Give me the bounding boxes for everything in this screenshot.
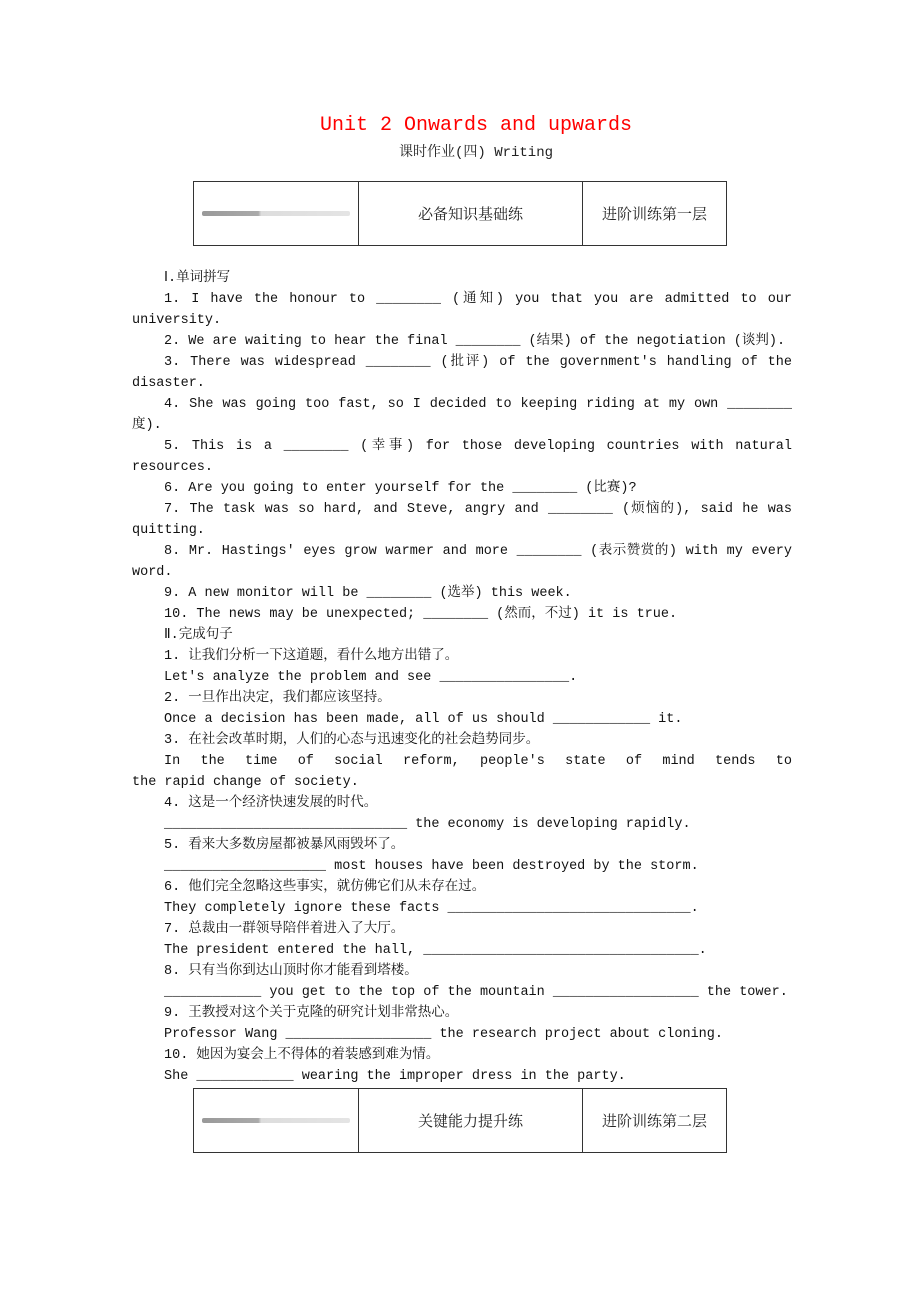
text-line: 9. A new monitor will be ________ (选举) this week. bbox=[164, 586, 572, 601]
text-line: 2. 一旦作出决定，我们都应该坚持。 bbox=[164, 691, 391, 706]
lesson-subtitle: 课时作业(四) Writing bbox=[398, 145, 553, 161]
text-line: 3. There was widespread ________ (批评) of the government's handling of the bbox=[164, 355, 792, 370]
text-line: 3. 在社会改革时期，人们的心态与迅速变化的社会趋势同步。 bbox=[164, 733, 540, 748]
text-line: resources. bbox=[132, 460, 214, 475]
unit-title: Unit 2 Onwards and upwards bbox=[319, 114, 633, 137]
text-line: 度). bbox=[132, 418, 162, 433]
text-line: 8. Mr. Hastings' eyes grow warmer and more ________ (表示赞赏的) with my every bbox=[164, 544, 792, 559]
section-heading: Ⅰ.单词拼写 bbox=[164, 271, 231, 286]
text-line: 1. I have the honour to ________ (通知) you that you are admitted to our bbox=[164, 292, 792, 307]
text-line: They completely ignore these facts ______________________________. bbox=[164, 901, 699, 916]
section-level: 进阶训练第一层 bbox=[601, 205, 707, 223]
text-line: 5. This is a ________ (幸事) for those developing countries with natural bbox=[164, 439, 792, 454]
text-line: 9. 王教授对这个关于克隆的研究计划非常热心。 bbox=[164, 1006, 459, 1021]
text-line: 10. The news may be unexpected; ________ (然而，不过) it is true. bbox=[164, 607, 678, 622]
decorative-bar-icon bbox=[202, 211, 350, 216]
text-line: 6. 他们完全忽略这些事实，就仿佛它们从未存在过。 bbox=[164, 880, 486, 895]
text-line: 5. 看来大多数房屋都被暴风雨毁坏了。 bbox=[164, 838, 405, 853]
section-header-table-1 bbox=[193, 181, 727, 246]
text-line: In the time of social reform, people's state of mind tends to bbox=[164, 754, 792, 769]
text-line: 2. We are waiting to hear the final ________ (结果) of the negotiation (谈判). bbox=[164, 334, 786, 349]
section-name: 必备知识基础练 bbox=[359, 182, 583, 245]
text-line: 4. 这是一个经济快速发展的时代。 bbox=[164, 796, 378, 811]
text-line: Once a decision has been made, all of us should ____________ it. bbox=[164, 712, 683, 727]
text-line: ____________________ most houses have been destroyed by the storm. bbox=[164, 859, 699, 874]
text-line: 10. 她因为宴会上不得体的着装感到难为情。 bbox=[164, 1048, 440, 1063]
text-line: word. bbox=[132, 565, 173, 580]
decorative-bar-icon bbox=[202, 1118, 350, 1123]
exercise-body bbox=[132, 268, 792, 1087]
text-line: 8. 只有当你到达山顶时你才能看到塔楼。 bbox=[164, 964, 418, 979]
text-line: 1. 让我们分析一下这道题，看什么地方出错了。 bbox=[164, 649, 459, 664]
text-line: quitting. bbox=[132, 523, 205, 538]
text-line: 7. The task was so hard, and Steve, angry and ________ (烦恼的), said he was bbox=[164, 502, 792, 517]
text-line: disaster. bbox=[132, 376, 205, 391]
text-line: Let's analyze the problem and see ________________. bbox=[164, 670, 578, 685]
text-line: university. bbox=[132, 313, 222, 328]
section-name: 关键能力提升练 bbox=[359, 1089, 583, 1152]
text-line: ____________ you get to the top of the mountain __________________ the tower. bbox=[164, 985, 788, 1000]
section-header-table-2 bbox=[193, 1088, 727, 1153]
section-heading: Ⅱ.完成句子 bbox=[164, 628, 233, 643]
text-line: 7. 总裁由一群领导陪伴着进入了大厅。 bbox=[164, 922, 405, 937]
text-line: Professor Wang __________________ the research project about cloning. bbox=[164, 1027, 723, 1042]
text-line: ______________________________ the economy is developing rapidly. bbox=[164, 817, 691, 832]
text-line: 6. Are you going to enter yourself for the ________ (比赛)? bbox=[164, 481, 637, 496]
text-line: The president entered the hall, __________________________________. bbox=[164, 943, 707, 958]
text-line: 4. She was going too fast, so I decided to keeping riding at my own ________ bbox=[164, 397, 792, 412]
text-line: the rapid change of society. bbox=[132, 775, 359, 790]
section-level: 进阶训练第二层 bbox=[601, 1112, 707, 1130]
text-line: She ____________ wearing the improper dress in the party. bbox=[164, 1069, 626, 1084]
